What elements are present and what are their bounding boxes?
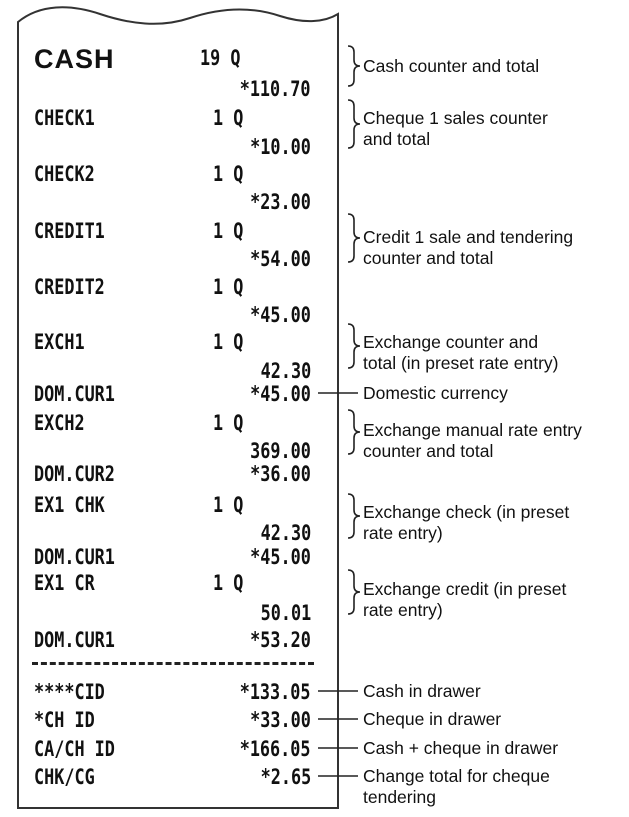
brace-exchange-manual	[348, 410, 360, 454]
annotation-exchange-manual-line2: counter and total	[363, 441, 494, 461]
brace-exchange-check	[348, 494, 360, 538]
annotation-cheque1-line2: and total	[363, 129, 431, 149]
receipt-amount-credit1: *54.00	[250, 247, 311, 271]
receipt-counter-exch1: 1 Q	[213, 330, 244, 354]
receipt-counter-ex1chk: 1 Q	[213, 493, 244, 517]
receipt-label-chk-cg: CHK/CG	[34, 765, 95, 789]
annotation-change-total-line1: Change total for cheque	[363, 766, 550, 786]
receipt-label-exch2: EXCH2	[34, 411, 85, 435]
receipt-counter-exch2: 1 Q	[213, 411, 244, 435]
annotation-exchange-check-line2: rate entry)	[363, 523, 443, 543]
receipt-amount-check1: *10.00	[250, 135, 311, 159]
receipt-amount-chk-cg: *2.65	[260, 765, 311, 789]
receipt-amount-domcur2: *36.00	[250, 462, 311, 486]
receipt-label-credit1: CREDIT1	[34, 219, 105, 243]
brace-credit1	[348, 214, 360, 262]
annotation-cash	[363, 56, 539, 77]
receipt-label-domcur1-c: DOM.CUR1	[34, 628, 115, 652]
receipt-label-ca-ch-id: CA/CH ID	[34, 737, 115, 761]
annotation-domestic-line1: Domestic currency	[363, 383, 508, 403]
receipt-counter-check1: 1 Q	[213, 106, 244, 130]
annotation-cash-in-drawer	[363, 681, 481, 702]
annotation-exchange-credit	[363, 579, 566, 621]
annotation-cheque-in-drawer-line1: Cheque in drawer	[363, 709, 502, 729]
receipt-label-ex1cr: EX1 CR	[34, 571, 95, 595]
receipt-amount-check2: *23.00	[250, 190, 311, 214]
receipt-amount-exch2: 369.00	[250, 439, 311, 463]
annotation-exchange-credit-line1: Exchange credit (in preset	[363, 579, 567, 599]
receipt-amount-credit2: *45.00	[250, 303, 311, 327]
annotation-credit1-line1: Credit 1 sale and tendering	[363, 227, 574, 247]
annotation-change-total-line2: tendering	[363, 787, 436, 807]
annotation-exchange-check	[363, 502, 569, 544]
receipt-label-domcur1-b: DOM.CUR1	[34, 545, 115, 569]
receipt-amount-cid: *133.05	[240, 680, 311, 704]
brace-exchange-preset	[348, 324, 360, 368]
annotation-exchange-preset-line2: total (in preset rate entry)	[363, 353, 559, 373]
receipt-amount-cash: *110.70	[240, 77, 311, 101]
annotation-credit1	[363, 227, 573, 269]
annotation-exchange-manual-line1: Exchange manual rate entry	[363, 420, 582, 440]
receipt-amount-domcur1-b: *45.00	[250, 545, 311, 569]
receipt-label-check2: CHECK2	[34, 162, 95, 186]
brace-cheque1	[348, 100, 360, 148]
receipt-amount-exch1: 42.30	[260, 359, 311, 383]
receipt-amount-domcur1-c: *53.20	[250, 628, 311, 652]
receipt-label-ex1chk: EX1 CHK	[34, 493, 105, 517]
brace-cash	[348, 46, 360, 86]
annotation-cash-in-drawer-line1: Cash in drawer	[363, 681, 481, 701]
receipt-label-cid: ****CID	[34, 680, 105, 704]
annotation-braces	[348, 46, 360, 614]
receipt-amount-ex1cr: 50.01	[260, 601, 311, 625]
annotation-cash-cheque-in-drawer	[363, 738, 558, 759]
brace-exchange-credit	[348, 570, 360, 614]
receipt-counter-credit1: 1 Q	[213, 219, 244, 243]
receipt-amount-ch-id: *33.00	[250, 708, 311, 732]
annotation-change-total	[363, 766, 550, 808]
receipt-counter-cash: 19 Q	[200, 46, 241, 70]
annotation-cheque1	[363, 108, 548, 150]
annotation-exchange-check-line1: Exchange check (in preset	[363, 502, 570, 522]
annotation-exchange-preset	[363, 332, 559, 374]
annotation-cheque1-line1: Cheque 1 sales counter	[363, 108, 548, 128]
annotation-cash-line1: Cash counter and total	[363, 56, 540, 76]
annotation-exchange-credit-line2: rate entry)	[363, 600, 443, 620]
receipt-label-credit2: CREDIT2	[34, 275, 105, 299]
receipt-counter-check2: 1 Q	[213, 162, 244, 186]
receipt-separator	[32, 662, 314, 665]
annotation-cheque-in-drawer	[363, 709, 501, 730]
receipt-label-ch-id: *CH ID	[34, 708, 95, 732]
annotation-credit1-line2: counter and total	[363, 248, 494, 268]
receipt-label-cash: CASH	[34, 44, 115, 74]
receipt-label-domcur2: DOM.CUR2	[34, 462, 115, 486]
annotation-exchange-preset-line1: Exchange counter and	[363, 332, 539, 352]
receipt-amount-ex1chk: 42.30	[260, 521, 311, 545]
annotation-cash-cheque-in-drawer-line1: Cash + cheque in drawer	[363, 738, 559, 758]
receipt-label-exch1: EXCH1	[34, 330, 85, 354]
receipt-label-domcur1-a: DOM.CUR1	[34, 382, 115, 406]
receipt-label-check1: CHECK1	[34, 106, 95, 130]
annotation-domestic	[363, 383, 508, 404]
annotation-exchange-manual	[363, 420, 582, 462]
receipt-amount-ca-ch-id: *166.05	[240, 737, 311, 761]
receipt-amount-domcur1-a: *45.00	[250, 382, 311, 406]
receipt-counter-ex1cr: 1 Q	[213, 571, 244, 595]
receipt-counter-credit2: 1 Q	[213, 275, 244, 299]
